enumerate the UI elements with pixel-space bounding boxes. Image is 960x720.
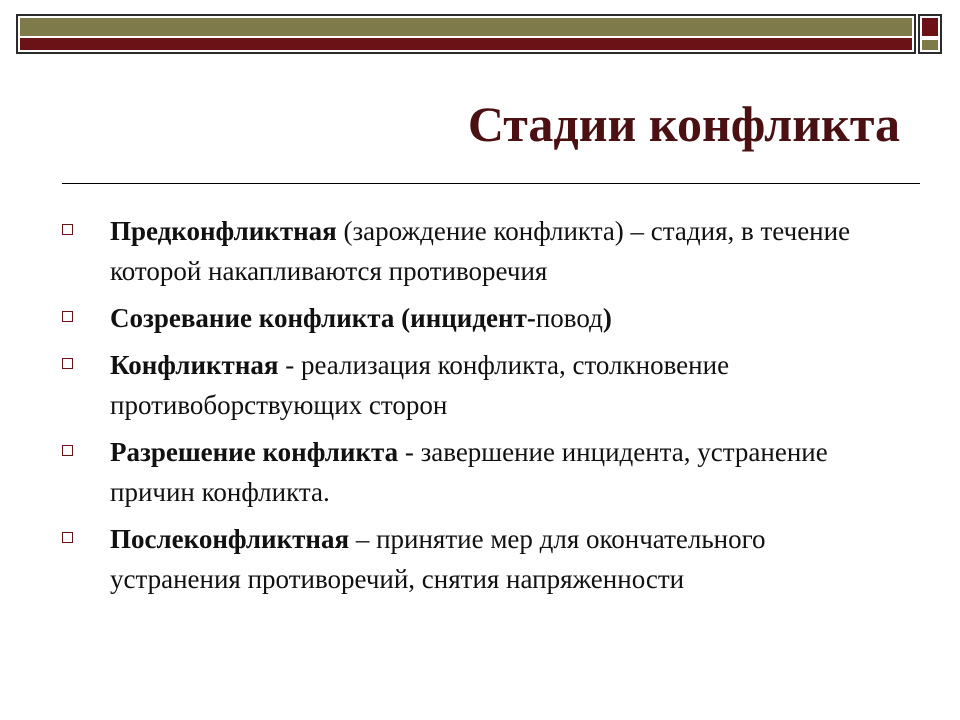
hollow-square-icon — [62, 445, 73, 456]
maroon-band — [20, 38, 912, 50]
bullet-text: (зарождение конфликта) – стадия, в течение которой накапливаются противоречия — [110, 216, 851, 286]
bullet-term: Послеконфликтная — [110, 524, 350, 554]
slide-title: Стадии конфликта — [467, 96, 900, 152]
bullet-text: - реализация конфликта, столкновение противоборствующих сторон — [110, 350, 730, 420]
bullet-term: Разрешение конфликта — [110, 437, 399, 467]
bullet-item-maturation — [60, 298, 890, 338]
bullet-item-conflict — [60, 345, 890, 425]
bullet-text: повод — [535, 303, 603, 333]
title-divider — [62, 183, 920, 184]
bullet-term: Предконфликтная — [110, 216, 337, 246]
bullet-text: - завершение инцидента, устранение причин конфликта. — [110, 437, 828, 507]
hollow-square-icon — [62, 311, 73, 322]
bullet-text: – принятие мер для окончательного устранения противоречий, снятия напряженности — [110, 524, 766, 594]
bullet-term: Конфликтная — [110, 350, 279, 380]
bullet-list — [60, 211, 890, 606]
hollow-square-icon — [62, 358, 73, 369]
top-decorative-bar — [16, 14, 916, 54]
olive-band — [20, 18, 912, 36]
bullet-item-resolution — [60, 432, 890, 512]
bullet-term-end: ) — [602, 303, 612, 333]
hollow-square-icon — [62, 532, 73, 543]
maroon-square — [922, 18, 938, 36]
bullet-item-post-conflict — [60, 519, 890, 599]
hollow-square-icon — [62, 224, 73, 235]
bullet-term: Созревание конфликта (инцидент- — [110, 303, 536, 333]
corner-decorative-block — [918, 14, 942, 54]
bullet-item-pre-conflict — [60, 211, 890, 291]
olive-square — [922, 40, 938, 50]
